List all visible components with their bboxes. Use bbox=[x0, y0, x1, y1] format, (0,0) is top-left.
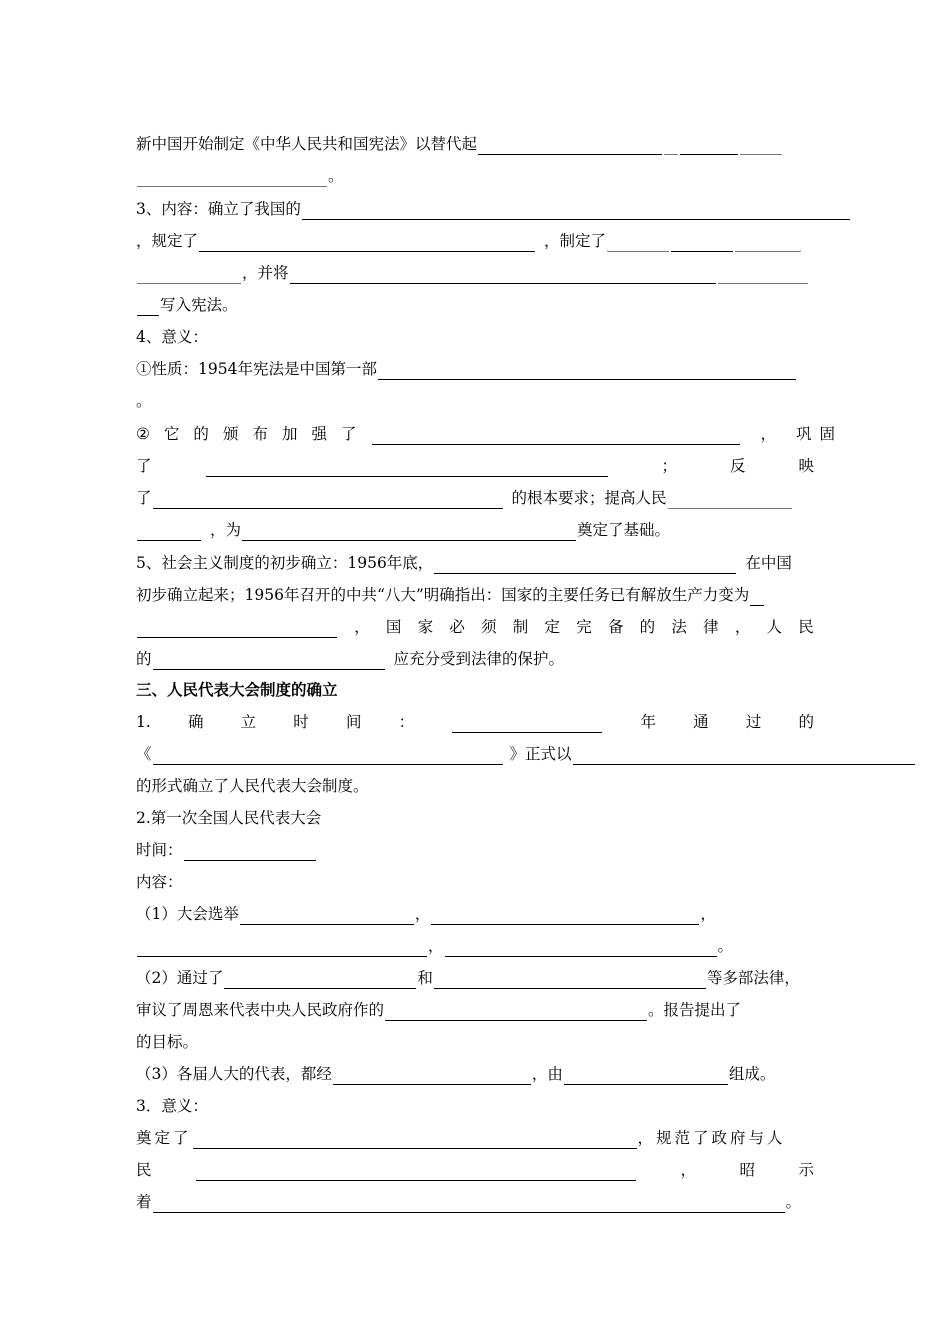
line-text: 时间： bbox=[136, 841, 183, 859]
line-char: 它 bbox=[163, 425, 180, 443]
text-line-passed bbox=[136, 967, 800, 989]
line-char: 法 bbox=[671, 618, 687, 636]
text-line-socialist-system bbox=[136, 552, 792, 574]
line-text: ，由 bbox=[531, 1065, 563, 1083]
line-char: 确 bbox=[187, 713, 204, 731]
blank-line[interactable] bbox=[206, 459, 608, 477]
line-char: 律 bbox=[703, 618, 719, 636]
line-char: 人 bbox=[766, 618, 783, 636]
text-line-goal bbox=[136, 1031, 198, 1053]
blank-line[interactable] bbox=[478, 137, 662, 155]
line-char: 1. bbox=[136, 713, 151, 731]
text-line-elected-cont bbox=[136, 935, 733, 957]
text-line-people bbox=[136, 1159, 814, 1181]
line-text: ①性质：1954年宪法是中国第一部 bbox=[136, 360, 377, 378]
line-text: 。 bbox=[717, 937, 734, 955]
blank-line[interactable] bbox=[564, 1067, 728, 1085]
line-char: 国 bbox=[385, 618, 402, 636]
text-line-consolidated bbox=[136, 455, 814, 477]
line-text: （2）通过了 bbox=[136, 969, 224, 987]
line-char: 映 bbox=[798, 457, 814, 475]
line-text: 应充分受到法律的保护。 bbox=[393, 650, 565, 668]
line-text: 《 bbox=[136, 745, 152, 763]
line-char: 民 bbox=[136, 1161, 152, 1179]
line-text: 的 bbox=[136, 650, 152, 668]
line-char: 了 bbox=[136, 457, 152, 475]
blank-line[interactable] bbox=[385, 1003, 647, 1021]
line-char: 间 bbox=[345, 713, 362, 731]
line-char: 时 bbox=[293, 713, 309, 731]
blank-line[interactable] bbox=[153, 747, 503, 765]
line-text: 。 bbox=[785, 1193, 802, 1211]
blank-line[interactable] bbox=[431, 907, 699, 925]
text-line-establish-time bbox=[136, 711, 814, 733]
blank-line[interactable] bbox=[242, 523, 576, 541]
blank-line[interactable] bbox=[137, 939, 427, 957]
line-char: 昭 bbox=[739, 1161, 755, 1179]
line-text: （1）大会选举 bbox=[136, 905, 239, 923]
line-char: 了 bbox=[341, 425, 357, 443]
line-text: 的形式确立了人民代表大会制度。 bbox=[136, 777, 369, 795]
line-char: ， bbox=[760, 425, 777, 443]
line-char: 加 bbox=[281, 425, 298, 443]
text-line-reflected bbox=[136, 487, 793, 509]
line-text: 。 bbox=[136, 392, 152, 410]
line-char: ② bbox=[136, 425, 150, 443]
blank-line[interactable] bbox=[378, 362, 796, 380]
line-char: 完 bbox=[576, 618, 592, 636]
text-line-document bbox=[136, 743, 916, 765]
line-text: 的目标。 bbox=[136, 1033, 199, 1051]
line-char: 固 bbox=[819, 425, 836, 443]
line-char: 示 bbox=[798, 1161, 814, 1179]
text-line-content-and bbox=[136, 262, 809, 284]
text-line-first-npc bbox=[136, 807, 321, 829]
text-line-form bbox=[136, 775, 369, 797]
line-text: 新中国开始制定《中华人民共和国宪法》以替代起 bbox=[136, 135, 478, 153]
line-char: 的 bbox=[639, 618, 656, 636]
blank-line[interactable] bbox=[333, 1067, 531, 1085]
line-text: （3）各届人大的代表，都经 bbox=[136, 1065, 332, 1083]
text-line-time bbox=[136, 839, 317, 861]
text-line-foundation bbox=[136, 519, 670, 541]
line-text: ， bbox=[428, 937, 444, 955]
blank-line[interactable] bbox=[740, 137, 782, 155]
blank-line[interactable] bbox=[445, 939, 717, 957]
blank-line[interactable] bbox=[193, 1131, 637, 1149]
line-text: 3、内容：确立了我国的 bbox=[136, 200, 301, 218]
line-text: ， bbox=[700, 905, 716, 923]
line-text: 4、意义： bbox=[136, 328, 208, 346]
section-title: 三、人民代表大会制度的确立 bbox=[136, 681, 338, 699]
blank-line[interactable] bbox=[680, 137, 738, 155]
line-text: 了 bbox=[136, 489, 152, 507]
line-char: 布 bbox=[252, 425, 268, 443]
blank-line[interactable] bbox=[196, 1163, 636, 1181]
line-char: 须 bbox=[481, 618, 497, 636]
line-char: 颁 bbox=[222, 425, 239, 443]
line-text: 内容： bbox=[136, 873, 183, 891]
blank-line[interactable] bbox=[607, 234, 669, 252]
line-text: 5、社会主义制度的初步确立：1956年底， bbox=[136, 554, 434, 572]
text-line-content-heading bbox=[136, 198, 851, 220]
blank-line[interactable] bbox=[573, 747, 915, 765]
text-line-contents bbox=[136, 871, 183, 893]
blank-line[interactable] bbox=[372, 427, 740, 445]
text-line-elected bbox=[136, 903, 716, 925]
line-text: 写入宪法。 bbox=[160, 296, 238, 314]
blank-line[interactable] bbox=[290, 266, 716, 284]
line-char: 反 bbox=[729, 457, 746, 475]
line-text: ，规范了政府与人 bbox=[637, 1129, 786, 1147]
blank-line[interactable] bbox=[153, 491, 503, 509]
line-char: ， bbox=[680, 1161, 696, 1179]
line-text: 初步确立起来；1956年召开的中共“八大”明确指出：国家的主要任务已有解放生产力变为 bbox=[136, 586, 750, 604]
line-char: 年 bbox=[640, 713, 656, 731]
blank-line[interactable] bbox=[137, 169, 327, 187]
line-text: ，制定了 bbox=[544, 232, 607, 250]
blank-line[interactable] bbox=[668, 491, 792, 509]
line-char: ， bbox=[354, 618, 370, 636]
text-line-continuation bbox=[136, 165, 344, 187]
line-char: ； bbox=[661, 457, 677, 475]
line-text: 组成。 bbox=[728, 1065, 776, 1083]
text-line-people-protected bbox=[136, 648, 564, 670]
line-text: 的根本要求；提高人民 bbox=[511, 489, 667, 507]
text-line-laid bbox=[136, 1127, 786, 1149]
line-char: 必 bbox=[449, 618, 465, 636]
blank-line[interactable] bbox=[302, 202, 850, 220]
line-char: 立 bbox=[240, 713, 257, 731]
line-text: ， bbox=[414, 905, 431, 923]
section-heading bbox=[136, 679, 338, 701]
line-char: 备 bbox=[607, 618, 624, 636]
blank-line[interactable] bbox=[224, 971, 416, 989]
line-text: 等多部法律， bbox=[706, 969, 800, 987]
blank-line[interactable] bbox=[153, 1195, 785, 1213]
line-text: 和 bbox=[417, 969, 433, 987]
blank-line[interactable] bbox=[137, 298, 159, 316]
blank-line[interactable] bbox=[718, 266, 808, 284]
text-line-laws bbox=[136, 616, 814, 638]
text-line-significance-heading bbox=[136, 326, 208, 348]
line-text: ，为 bbox=[210, 521, 242, 539]
line-char: 定 bbox=[544, 618, 561, 636]
line-char: 巩 bbox=[796, 425, 812, 443]
blank-line[interactable] bbox=[671, 234, 733, 252]
text-line-deputies bbox=[136, 1063, 775, 1085]
line-char: 通 bbox=[693, 713, 709, 731]
line-text: 奠定了基础。 bbox=[577, 521, 671, 539]
line-text: 审议了周恩来代表中央人民政府作的 bbox=[136, 1001, 385, 1019]
line-char: 强 bbox=[311, 425, 327, 443]
blank-line[interactable] bbox=[664, 137, 678, 155]
text-line-constitution-intro bbox=[136, 133, 783, 155]
line-char: 民 bbox=[798, 618, 814, 636]
line-text: 》正式以 bbox=[509, 745, 572, 763]
line-text: 在中国 bbox=[745, 554, 792, 572]
text-line-nature bbox=[136, 358, 797, 380]
text-line-into-constitution bbox=[136, 294, 238, 316]
blank-line[interactable] bbox=[137, 266, 241, 284]
blank-line[interactable] bbox=[153, 652, 385, 670]
text-line-strengthened bbox=[136, 423, 835, 445]
text-line-significance-2 bbox=[136, 1095, 208, 1117]
blank-line[interactable] bbox=[240, 907, 414, 925]
text-line-report bbox=[136, 999, 741, 1021]
line-char: ， bbox=[734, 618, 751, 636]
line-text: ，并将 bbox=[242, 264, 289, 282]
text-line-indicates bbox=[136, 1191, 801, 1213]
line-text: 2.第一次全国人民代表大会 bbox=[136, 809, 322, 827]
line-text: 着 bbox=[136, 1193, 152, 1211]
blank-line[interactable] bbox=[137, 620, 337, 638]
line-text: 3．意义： bbox=[136, 1097, 208, 1115]
line-char: 过 bbox=[745, 713, 762, 731]
line-char: 的 bbox=[193, 425, 209, 443]
blank-line[interactable] bbox=[137, 523, 201, 541]
line-char: ： bbox=[398, 713, 415, 731]
blank-line[interactable] bbox=[434, 556, 736, 574]
text-line-content-provisions bbox=[136, 230, 802, 252]
line-text: 。报告提出了 bbox=[648, 1001, 742, 1019]
blank-line[interactable] bbox=[199, 234, 535, 252]
line-char: 制 bbox=[512, 618, 529, 636]
blank-line[interactable] bbox=[750, 588, 764, 606]
line-text: ，规定了 bbox=[136, 232, 199, 250]
blank-line[interactable] bbox=[735, 234, 801, 252]
blank-line[interactable] bbox=[434, 971, 706, 989]
line-char: 家 bbox=[417, 618, 434, 636]
blank-line[interactable] bbox=[184, 843, 316, 861]
text-line-eighth-congress bbox=[136, 584, 765, 606]
line-text: 奠定了 bbox=[136, 1129, 192, 1147]
line-text: 。 bbox=[328, 167, 344, 185]
text-line-period bbox=[136, 390, 152, 412]
blank-line[interactable] bbox=[452, 715, 602, 733]
line-char: 的 bbox=[798, 713, 814, 731]
